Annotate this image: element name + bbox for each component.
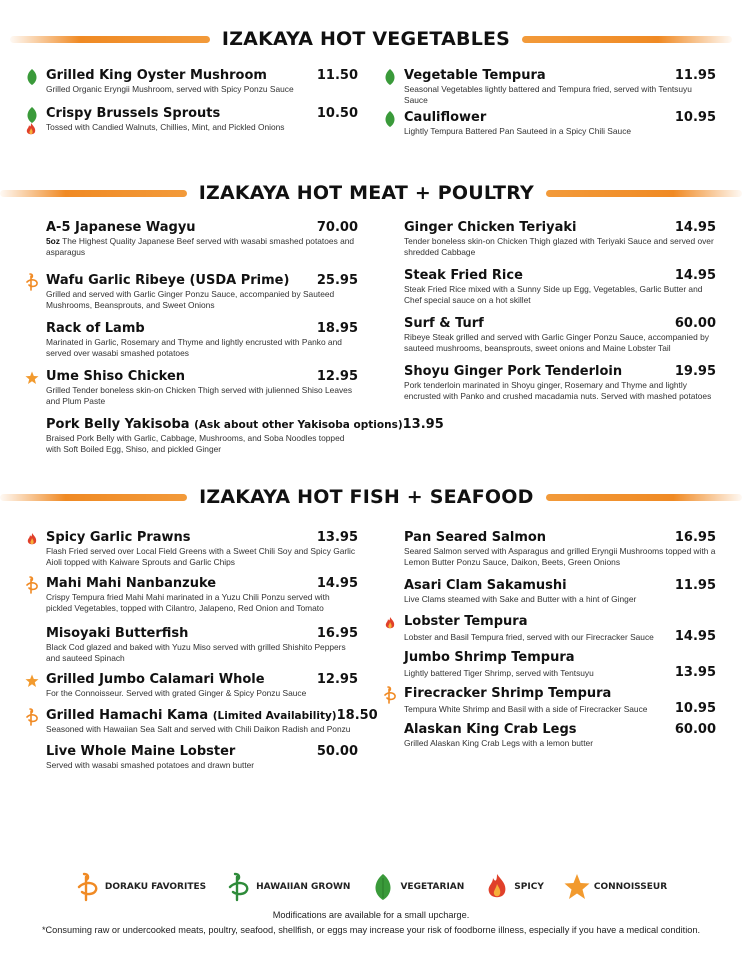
item-description: Grilled Organic Eryngii Mushroom, served with Spicy Ponzu Sauce <box>46 84 294 94</box>
brush-stroke-decoration <box>10 36 210 43</box>
item-description: Lightly Tempura Battered Pan Sauteed in a Spicy Chili Sauce <box>404 126 632 136</box>
item-description: Tossed with Candied Walnuts, Chillies, Mint, and Pickled Onions <box>46 122 285 132</box>
doraku-favorite-icon <box>24 577 40 593</box>
menu-item <box>404 578 716 614</box>
doraku-favorite-icon <box>382 687 398 703</box>
item-name: Lobster Tempura <box>404 614 528 629</box>
hawaiian-grown-icon <box>226 872 252 902</box>
item-price: 16.95 <box>674 530 716 545</box>
item-name <box>46 417 403 432</box>
item-name: Wafu Garlic Ribeye (USDA Prime) <box>46 273 290 288</box>
brush-stroke-decoration <box>522 36 732 43</box>
item-price: 14.95 <box>674 629 716 644</box>
vegetarian-icon <box>370 872 396 902</box>
legend-item-hawaiian-grown <box>226 872 350 902</box>
item-description: Grilled and served with Garlic Ginger Ponzu Sauce, accompanied by Sauteed Mushrooms, Beansprouts, and Sweet Onions <box>46 289 335 310</box>
item-description: Live Clams steamed with Sake and Butter with a hint of Ginger <box>404 594 637 604</box>
item-description: Tempura White Shrimp and Basil with a side of Firecracker Sauce <box>404 704 648 714</box>
doraku-favorite-icon <box>24 274 40 290</box>
item-price: 13.95 <box>674 665 716 680</box>
legend-label: VEGETARIAN <box>400 882 465 892</box>
item-note: (Limited Availability) <box>212 710 337 722</box>
menu-item <box>404 614 716 650</box>
brush-stroke-decoration <box>546 494 742 501</box>
spicy-icon <box>24 531 40 547</box>
menu-item <box>46 273 358 321</box>
item-description: Seasonal Vegetables lightly battered and Tempura fried, served with Tentsuyu Sauce <box>404 84 692 105</box>
footer-modifications: Modifications are available for a small upcharge. <box>272 910 470 920</box>
menu-item <box>46 417 444 461</box>
item-price: 13.95 <box>316 530 358 545</box>
item-price: 25.95 <box>316 273 358 288</box>
section-title: IZAKAYA HOT VEGETABLES <box>221 28 511 50</box>
item-price: 19.95 <box>674 364 716 379</box>
item-name: Crispy Brussels Sprouts <box>46 106 221 121</box>
menu-item <box>404 220 716 268</box>
menu-item <box>46 744 358 780</box>
menu-item <box>46 321 358 369</box>
item-description: For the Connoisseur. Served with grated Ginger & Spicy Ponzu Sauce <box>46 688 307 698</box>
vegetarian-icon <box>382 69 398 85</box>
menu-item <box>46 369 358 417</box>
desc-price-row <box>404 665 716 680</box>
item-name: Mahi Mahi Nanbanzuke <box>46 576 217 591</box>
item-price: 11.95 <box>674 578 716 593</box>
menu-item <box>404 722 716 758</box>
item-price: 12.95 <box>316 672 358 687</box>
spicy-icon <box>382 615 398 631</box>
item-note: (Ask about other Yakisoba options) <box>194 419 403 431</box>
item-description: Grilled Alaskan King Crab Legs with a lemon butter <box>404 738 594 748</box>
item-price: 11.95 <box>674 68 716 83</box>
brush-stroke-decoration <box>0 190 187 197</box>
item-name: Pan Seared Salmon <box>404 530 547 545</box>
menu-item <box>404 110 716 146</box>
item-name: Vegetable Tempura <box>404 68 546 83</box>
menu-item <box>46 220 358 273</box>
spicy-icon <box>24 122 40 138</box>
item-description: Crispy Tempura fried Mahi Mahi marinated in a Yuzu Chili Ponzu served with pickled Vegetables, topped with Cilantro, Jalapeno, Red Onion and Tomato <box>46 592 330 613</box>
menu-item <box>404 530 716 578</box>
connoisseur-icon <box>24 370 40 386</box>
item-description <box>46 236 358 257</box>
menu-column-right <box>404 530 716 758</box>
item-description: Braised Pork Belly with Garlic, Cabbage, Mushrooms, and Soba Noodles topped with Soft Boiled Egg, Shiso, and pickled Ginger <box>46 433 345 454</box>
item-description: Seared Salmon served with Asparagus and grilled Eryngii Mushrooms topped with a Lemon Butter Ponzu Sauce, Daikon, Beets, Green Onions <box>404 546 716 567</box>
menu-item <box>46 68 358 106</box>
item-name: A-5 Japanese Wagyu <box>46 220 196 235</box>
item-price: 12.95 <box>316 369 358 384</box>
menu-column-right <box>404 68 716 146</box>
item-name: Grilled Jumbo Calamari Whole <box>46 672 265 687</box>
doraku-favorite-icon <box>24 709 40 725</box>
menu-item <box>46 708 378 744</box>
item-price: 18.95 <box>316 321 358 336</box>
menu-item <box>46 530 358 576</box>
menu-column-right <box>404 220 716 412</box>
item-description: Served with wasabi smashed potatoes and drawn butter <box>46 760 255 770</box>
menu-item <box>46 626 358 672</box>
item-price: 14.95 <box>316 576 358 591</box>
item-price: 50.00 <box>316 744 358 759</box>
legend-item-spicy <box>484 872 544 902</box>
item-price: 10.50 <box>316 106 358 121</box>
desc-price-row <box>404 629 716 644</box>
vegetarian-icon <box>24 69 40 85</box>
item-name: Jumbo Shrimp Tempura <box>404 650 575 665</box>
section-header-meat-poultry <box>0 178 742 208</box>
menu-item <box>46 106 358 144</box>
item-description: Ribeye Steak grilled and served with Garlic Ginger Ponzu Sauce, accompanied by sauteed mushrooms, beansprouts, sweet onions and Maine Lobster Tail <box>404 332 709 353</box>
menu-item <box>404 316 716 364</box>
item-description: Grilled Tender boneless skin-on Chicken Thigh served with julienned Shiso Leaves and Plum Paste <box>46 385 353 406</box>
menu-column-left <box>46 68 358 144</box>
item-price: 70.00 <box>316 220 358 235</box>
legend-item-vegetarian <box>370 872 464 902</box>
vegetarian-icon <box>24 107 40 123</box>
item-name: Steak Fried Rice <box>404 268 523 283</box>
legend-label: HAWAIIAN GROWN <box>256 882 351 892</box>
connoisseur-icon <box>564 872 590 902</box>
item-name: Asari Clam Sakamushi <box>404 578 567 593</box>
spicy-icon <box>484 872 510 902</box>
menu-item <box>404 650 716 686</box>
portion-size: 5oz <box>46 236 60 246</box>
item-description: Lightly battered Tiger Shrimp, served with Tentsuyu <box>404 668 594 678</box>
menu-item <box>404 68 716 110</box>
icon-legend <box>0 872 742 902</box>
item-description-text: The Highest Quality Japanese Beef served with wasabi smashed potatoes and asparagus <box>46 236 355 257</box>
item-price: 10.95 <box>674 701 716 716</box>
item-name: Shoyu Ginger Pork Tenderloin <box>404 364 623 379</box>
item-price: 10.95 <box>674 110 716 125</box>
item-description: Pork tenderloin marinated in Shoyu ginger, Rosemary and Thyme and lightly encrusted with Panko and crushed macadamia nuts. Served with mashed potatoes <box>404 380 712 401</box>
item-price: 60.00 <box>674 722 716 737</box>
item-name: Surf & Turf <box>404 316 484 331</box>
menu-item <box>404 364 716 412</box>
item-description: Seasoned with Hawaiian Sea Salt and served with Chili Daikon Radish and Ponzu <box>46 724 351 734</box>
item-description: Black Cod glazed and baked with Yuzu Miso served with grilled Shishito Peppers and sauteed Spinach <box>46 642 346 663</box>
connoisseur-icon <box>24 673 40 689</box>
item-name: Firecracker Shrimp Tempura <box>404 686 612 701</box>
section-title: IZAKAYA HOT MEAT + POULTRY <box>198 182 534 204</box>
item-name: Misoyaki Butterfish <box>46 626 189 641</box>
item-price: 18.50 <box>336 708 378 723</box>
footer-food-warning: *Consuming raw or undercooked meats, poultry, seafood, shellfish, or eggs may increase your risk of foodborne illness, especially if you have a medical condition. <box>41 925 701 935</box>
menu-item <box>404 686 716 722</box>
item-name-text: Pork Belly Yakisoba <box>46 417 190 432</box>
item-name: Rack of Lamb <box>46 321 145 336</box>
menu-item <box>46 672 358 708</box>
item-price: 14.95 <box>674 220 716 235</box>
item-name: Ginger Chicken Teriyaki <box>404 220 577 235</box>
section-title: IZAKAYA HOT FISH + SEAFOOD <box>199 486 534 508</box>
item-name-text: Grilled Hamachi Kama <box>46 708 209 723</box>
vegetarian-icon <box>382 111 398 127</box>
item-description: Steak Fried Rice mixed with a Sunny Side up Egg, Vegetables, Garlic Butter and Chef special sauce on a hot skillet <box>404 284 703 305</box>
section-header-fish-seafood <box>0 482 742 512</box>
menu-column-left <box>46 530 378 780</box>
desc-price-row <box>404 701 716 716</box>
item-price: 14.95 <box>674 268 716 283</box>
section-header-vegetables <box>0 24 742 54</box>
doraku-favorite-icon <box>75 872 101 902</box>
item-price: 11.50 <box>316 68 358 83</box>
item-name: Alaskan King Crab Legs <box>404 722 577 737</box>
legend-item-connoisseur <box>564 872 667 902</box>
item-name: Ume Shiso Chicken <box>46 369 186 384</box>
legend-label: SPICY <box>514 882 544 892</box>
legend-item-doraku-favorites <box>75 872 206 902</box>
menu-item <box>404 268 716 316</box>
item-description: Marinated in Garlic, Rosemary and Thyme and lightly encrusted with Panko and served over wasabi smashed potatoes <box>46 337 342 358</box>
item-price: 60.00 <box>674 316 716 331</box>
brush-stroke-decoration <box>0 494 187 501</box>
item-description: Flash Fried served over Local Field Greens with a Sweet Chili Soy and Spicy Garlic Aioli topped with Kaiware Sprouts and Garlic Chips <box>46 546 356 567</box>
item-description: Tender boneless skin-on Chicken Thigh glazed with Teriyaki Sauce and served over shredded Cabbage <box>404 236 714 257</box>
item-price: 13.95 <box>402 417 444 432</box>
menu-item <box>46 576 358 626</box>
brush-stroke-decoration <box>546 190 742 197</box>
legend-label: CONNOISSEUR <box>593 882 668 892</box>
item-name: Spicy Garlic Prawns <box>46 530 191 545</box>
legend-label: DORAKU FAVORITES <box>104 882 207 892</box>
item-name: Live Whole Maine Lobster <box>46 744 236 759</box>
item-description: Lobster and Basil Tempura fried, served with our Firecracker Sauce <box>404 632 654 642</box>
item-price: 16.95 <box>316 626 358 641</box>
item-name: Grilled King Oyster Mushroom <box>46 68 267 83</box>
item-name: Cauliflower <box>404 110 487 125</box>
item-name <box>46 708 337 723</box>
